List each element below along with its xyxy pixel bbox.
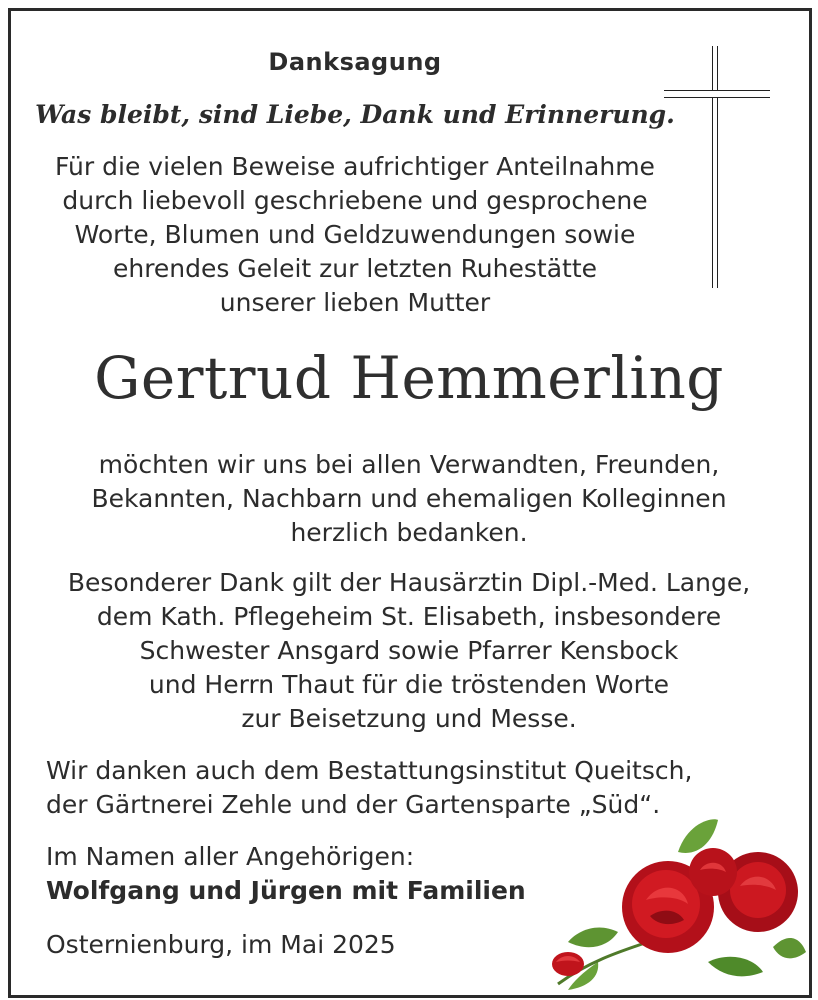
rose-petals bbox=[730, 862, 786, 918]
cross-bar bbox=[664, 90, 770, 98]
intro-line: unserer lieben Mutter bbox=[219, 288, 491, 317]
additional-thanks-line: der Gärtnerei Zehle und der Gartensparte „Süd“. bbox=[46, 790, 661, 819]
roses-image bbox=[538, 812, 808, 992]
thanks-text bbox=[0, 448, 818, 550]
special-thanks-line: und Herrn Thaut für die tröstenden Worte bbox=[148, 670, 670, 699]
rose-petals bbox=[632, 870, 700, 938]
signature-names: Wolfgang und Jürgen mit Familien bbox=[46, 876, 526, 905]
thanks-line: herzlich bedanken. bbox=[290, 518, 528, 547]
special-thanks-line: Besonderer Dank gilt der Hausärztin Dipl.-Med. Lange, bbox=[67, 568, 751, 597]
special-thanks-line: dem Kath. Pflegeheim St. Elisabeth, insbesondere bbox=[96, 602, 722, 631]
intro-line: durch liebevoll geschriebene und gesprochene bbox=[62, 186, 648, 215]
special-thanks-line: Schwester Ansgard sowie Pfarrer Kensbock bbox=[139, 636, 679, 665]
leaf bbox=[773, 938, 806, 958]
additional-thanks-line: Wir danken auch dem Bestattungsinstitut Queitsch, bbox=[46, 756, 693, 785]
intro-line: Für die vielen Beweise aufrichtiger Anteilnahme bbox=[55, 152, 655, 181]
intro-text bbox=[0, 150, 710, 320]
leaf bbox=[708, 957, 763, 977]
cross-icon bbox=[712, 46, 718, 288]
thanks-line: möchten wir uns bei allen Verwandten, Freunden, bbox=[98, 450, 720, 479]
motto: Was bleibt, sind Liebe, Dank und Erinnerung. bbox=[35, 100, 675, 129]
rose bbox=[689, 848, 737, 896]
place-date: Osternienburg, im Mai 2025 bbox=[46, 930, 396, 959]
intro-line: ehrendes Geleit zur letzten Ruhestätte bbox=[112, 254, 598, 283]
rose-bud bbox=[552, 952, 584, 976]
special-thanks-line: zur Beisetzung und Messe. bbox=[241, 704, 577, 733]
deceased-name: Gertrud Hemmerling bbox=[94, 344, 724, 412]
leaf bbox=[678, 819, 718, 853]
heading: Danksagung bbox=[268, 48, 442, 76]
leaf bbox=[568, 927, 618, 947]
intro-line: Worte, Blumen und Geldzuwendungen sowie bbox=[74, 220, 636, 249]
signature-intro: Im Namen aller Angehörigen: bbox=[46, 842, 415, 871]
thanks-line: Bekannten, Nachbarn und ehemaligen Kolleginnen bbox=[91, 484, 727, 513]
special-thanks-text bbox=[0, 566, 818, 736]
